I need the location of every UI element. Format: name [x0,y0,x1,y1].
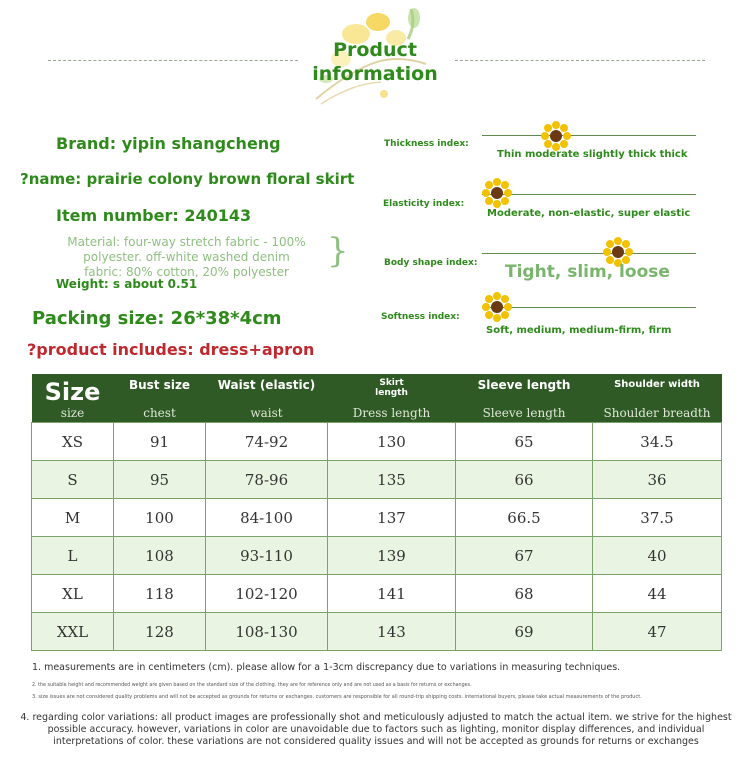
cell-shoulder-width: 36 [593,461,722,499]
cell-bust: 95 [114,461,206,499]
index-scale-line [482,194,696,195]
item-number-text: Item number: 240143 [56,206,252,225]
index-scale-line [482,135,696,136]
header-divider-right [455,60,705,61]
cell-shoulder-width: 34.5 [593,423,722,461]
cell-bust: 128 [114,613,206,651]
sunflower-icon [482,178,512,208]
cell-shoulder-width: 40 [593,537,722,575]
index-label: Body shape index: [384,258,478,268]
cell-sleeve-length: 69 [456,613,593,651]
header-skirt-sub: Dress length [352,406,431,420]
sunflower-icon [482,292,512,322]
cell-waist: 93-110 [206,537,328,575]
cell-skirt-length: 139 [328,537,456,575]
cell-skirt-length: 137 [328,499,456,537]
header-sleeve-label: Sleeve length [477,378,571,392]
material-line-2: polyester. off-white washed denim [83,250,290,264]
cell-shoulder-width: 47 [593,613,722,651]
header-waist-label: Waist (elastic) [217,378,316,392]
cell-bust: 100 [114,499,206,537]
cell-skirt-length: 143 [328,613,456,651]
footnote-1: 1. measurements are in centimeters (cm). please allow for a 1-3cm discrepancy due to variations in measuring techniques. [32,662,621,673]
cell-bust: 91 [114,423,206,461]
cell-bust: 108 [114,537,206,575]
index-label: Softness index: [381,312,460,322]
index-scale-text: Moderate, non-elastic, super elastic [487,208,691,219]
footnote-3: 3. size issues are not considered quality problems and will not be accepted as grounds for returns or exchanges. customers are responsible for all round-trip shipping costs. international buyers, please take actual measurements of the product. [32,694,642,700]
footnote-4: 4. regarding color variations: all product images are professionally shot and meticulously adjusted to match the actual item. we strive for the highest possible accuracy. however, variations in color are unavoidable due to factors such as lighting, monitor display differences, and individual interpretations of color. these variations are not considered quality issues and will not be accepted as grounds for returns or exchanges [20,712,732,747]
brand-text: Brand: yipin shangcheng [56,134,281,153]
cell-sleeve-length: 66 [456,461,593,499]
header-sleeve-sub: Sleeve length [482,406,566,420]
cell-size: S [32,461,114,499]
cell-waist: 108-130 [206,613,328,651]
header-skirt-label-1: Skirt [379,378,404,388]
header-shoulder-sub: Shoulder breadth [603,406,711,420]
cell-size: M [32,499,114,537]
header-size [32,374,114,423]
cell-skirt-length: 141 [328,575,456,613]
header-bust-sub: chest [143,406,176,420]
header-size-label: Size [44,378,101,406]
index-scale-text: Thin moderate slightly thick thick [497,149,688,160]
cell-sleeve-length: 66.5 [456,499,593,537]
header-skirt-length [328,374,456,423]
index-label: Thickness index: [384,139,469,149]
header-waist [206,374,328,423]
page-title [290,38,460,86]
cell-waist: 84-100 [206,499,328,537]
title-line-1: Product [333,39,417,61]
cell-sleeve-length: 68 [456,575,593,613]
cell-waist: 102-120 [206,575,328,613]
table-row [32,613,722,651]
cell-size: XL [32,575,114,613]
material-line-1: Material: four-way stretch fabric - 100% [67,235,306,249]
table-header-row [32,374,722,423]
header-bust-label: Bust size [128,378,191,392]
cell-skirt-length: 135 [328,461,456,499]
header-skirt-label-2: length [375,388,408,398]
cell-shoulder-width: 44 [593,575,722,613]
index-scale-text: Tight, slim, loose [505,262,670,282]
size-chart-table [31,374,722,651]
table-row [32,423,722,461]
footnote-2: 2. the suitable height and recommended weight are given based on the standard size of the clothing. they are for reference only and are not used as a basis for returns or exchanges. [32,683,472,688]
material-line-3: fabric: 80% cotton, 20% polyester [84,265,289,279]
title-line-2: information [312,63,438,85]
cell-skirt-length: 130 [328,423,456,461]
cell-waist: 74-92 [206,423,328,461]
table-row [32,499,722,537]
cell-waist: 78-96 [206,461,328,499]
index-label: Elasticity index: [383,199,465,209]
header-bust [114,374,206,423]
index-scale-line [482,253,696,254]
index-scale-line [482,307,696,308]
product-name-text: ?name: prairie colony brown floral skirt [20,170,355,188]
cell-size: L [32,537,114,575]
weight-text: Weight: s about 0.51 [56,277,198,291]
table-row [32,575,722,613]
table-row [32,537,722,575]
header-size-sub: size [60,406,85,420]
header-waist-sub: waist [250,406,283,420]
cell-shoulder-width: 37.5 [593,499,722,537]
packing-size-text: Packing size: 26*38*4cm [32,308,282,329]
cell-sleeve-length: 67 [456,537,593,575]
cell-sleeve-length: 65 [456,423,593,461]
cell-size: XS [32,423,114,461]
includes-text: ?product includes: dress+apron [27,340,315,359]
table-row [32,461,722,499]
brace-icon: } [327,231,349,271]
header-divider-left [48,60,298,61]
material-text [44,235,329,280]
header-shoulder-label: Shoulder width [614,379,700,390]
header-shoulder-width [593,374,722,423]
header-sleeve-length [456,374,593,423]
sunflower-icon [541,121,571,151]
cell-size: XXL [32,613,114,651]
cell-bust: 118 [114,575,206,613]
index-scale-text: Soft, medium, medium-firm, firm [486,325,672,336]
